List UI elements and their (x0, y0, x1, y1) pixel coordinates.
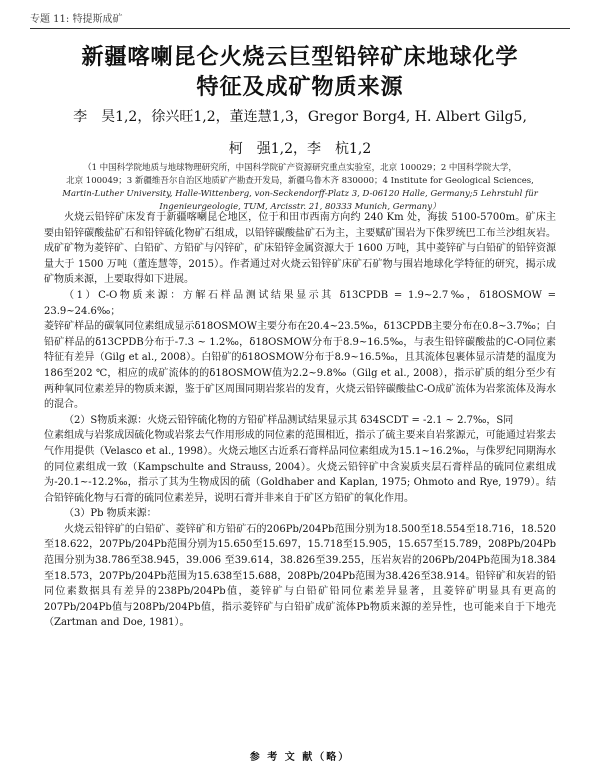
pb-section-text: 火烧云铅锌矿的白铅矿、菱锌矿和方铅矿石的206Pb/204Pb范围分别为18.500至18.554至18.716，18.520至18.622，207Pb/204Pb范围分别为15.650至15.697，15.718至15.905，15.657至15.789，208Pb/204Pb范围分别为38.786至38.945，39.006 至39.614，38.826至39.255，压岩灰岩的206Pb/204Pb范围为18.384至18.573，207Pb/204Pb范围为15.638至15.688，208Pb/204Pb范围为38.426至38.914。铅锌矿和灰岩的铅同位素数据具有差异的238Pb/204Pb值，菱锌矿与白铅矿铅同位素差异显著，且菱锌矿明显具有更高的207Pb/204Pb值与208Pb/204Pb值，指示菱锌矿与白铅矿成矿流体Pb物质来源的差异性，也可能来自于下地壳（Zartman and Doe, 1981）。 (44, 523, 556, 629)
affiliation-line: 北京 100049；3 新疆维吾尔自治区地质矿产勘查开发局，新疆乌鲁木齐 830000；4 Institute for Geological Sciences, (66, 176, 534, 186)
co-section-heading: （1）C-O物质来源：方解石样品测试结果显示其 δ13CPDB = 1.9~2.7‰，δ18OSMOW = 23.9~24.6‰； (44, 289, 556, 317)
pb-section-heading: （3）Pb 物质来源： (64, 508, 157, 520)
running-header (30, 10, 570, 29)
author-list-line-2: 柯 强1,2，李 杭1,2 (228, 141, 372, 157)
paper-title-line-1: 新疆喀喇昆仑火烧云巨型铅锌矿床地球化学 (81, 45, 519, 70)
references-note: 参 考 文 献（略） (249, 752, 351, 763)
co-section-text: 菱锌矿样品的碳氧同位素组成显示δ18OSMOW主要分布在20.4~23.5‰，δ13CPDB主要分布在0.8~3.7‰；白铅矿样品的δ13CPDB分布于-7.3 ~ 1.2‰，δ18OSMOW分布于8.9~16.5‰，与表生铅锌碳酸盐的C-O同位素特征有差异（Gilg et al., 2008）。白铅矿的δ18OSMOW分布于8.9~16.5‰，且其流体包裹体显示清楚的温度为186至202 ℃，相应的成矿流体的的δ18OSMOW值为2.2~9.8‰（Gilg et al., 2008），指示矿质的组分至少有两种氧同位素差异的物质来源，鉴于矿区周围同期岩浆岩的发育，火烧云铅锌碳酸盐C-O成矿流体为岩浆流体及海水的混合。 (44, 321, 556, 411)
affiliation-line: Martin-Luther University, Halle-Wittenberg, von-Seckendorff-Platz 3, D-06120 Halle, Germany;5 Lehrstuhl für (62, 189, 538, 199)
article-body (44, 210, 556, 631)
s-section-text: 位素组成与岩浆成因硫化物或岩浆去气作用形成的同位素的范围相近，指示了硫主要来自岩浆源元，可能通过岩浆去气作用提供（Velasco et al., 1998）。火烧云地区古近系石膏样品同位素组成为15.1~16.2‰，与侏罗纪同期海水的同位素组成一致（Kampschulte and Strauss, 2004）。火烧云铅锌矿中含炭质夹层石膏样品的硫同位素组成为-20.1~-12.2‰，指示了其为生物成因的硫（Goldhaber and Kaplan, 1975; Ohmoto and Rye, 1979）。结合铅锌硫化物与石膏的硫同位素差异，说明石膏并非来自于矿区方铅矿的氧化作用。 (44, 430, 556, 504)
affiliation-line: （1 中国科学院地质与地球物理研究所，中国科学院矿产资源研究重点实验室，北京 100029；2 中国科学院大学， (83, 163, 517, 173)
affiliations (60, 162, 540, 214)
running-title: 专题 11: 特提斯成矿 (30, 14, 123, 25)
author-list-line-1: 李 昊1,2，徐兴旺1,2，董连慧1,3，Gregor Borg4, H. Albert Gilg5, (73, 109, 527, 125)
s-section-heading: （2）S物质来源：火烧云铅锌硫化物的方铅矿样品测试结果显示其 δ34SCDT = -2.1 ~ 2.7‰，S同 (64, 414, 514, 426)
intro-paragraph: 火烧云铅锌矿床发育于新疆喀喇昆仑地区，位于和田市西南方向约 240 Km 处，海拔 5100-5700m。矿床主要由铅锌碳酸盐矿石和铅锌硫化物矿石组成，以铅锌碳酸盐矿石为主，主要赋矿围岩为下侏罗统巴工布兰沙组灰岩。成矿矿物为菱锌矿、白铅矿、方铅矿与闪锌矿，矿床铅锌金属资源大于 1600 万吨，其中菱锌矿与白铅矿的铅锌资源量大于 1500 万吨（董连慧等，2015）。作者通过对火烧云铅锌矿床矿石矿物与围岩地球化学特征的研究，揭示成矿物质来源，上要取得如下进展。 (44, 212, 556, 286)
affiliation-line: Ingenieurgeologie, TUM, Arcisstr. 21, 80333 Munich, Germany） (159, 202, 441, 212)
paper-title-line-2: 特征及成矿物质来源 (196, 75, 404, 100)
